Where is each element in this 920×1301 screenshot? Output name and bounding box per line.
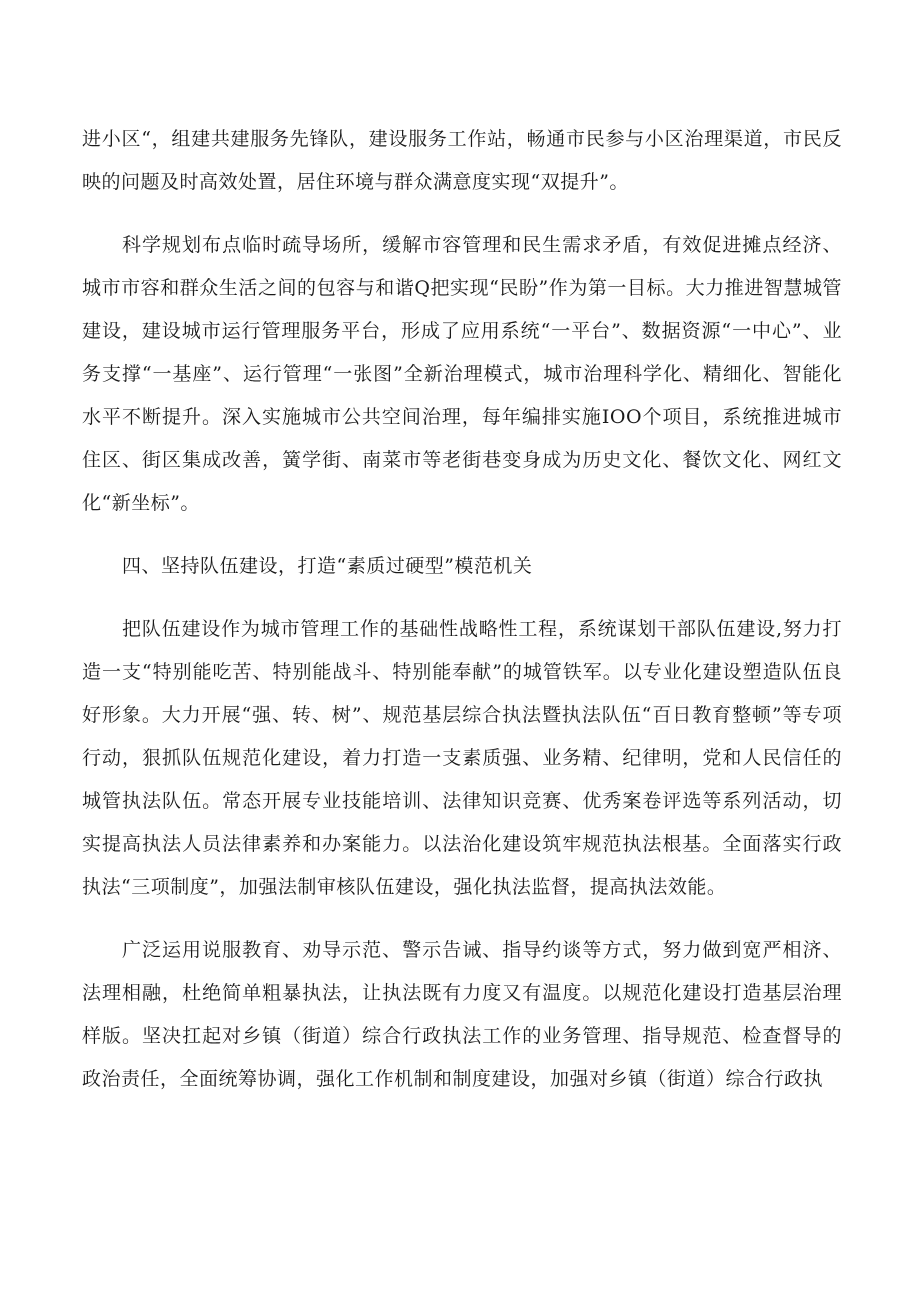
paragraph-enforcement-methods: 广泛运用说服教育、劝导示范、警示告诫、指导约谈等方式，努力做到宽严相济、法理相融，杜绝简单粗暴执法，让执法既有力度又有温度。以规范化建设打造基层治理样版。坚决扛起对乡镇（街道）综合行政执法工作的业务管理、指导规范、检查督导的政治责任，全面统筹协调，强化工作机制和制度建设，加强对乡镇（街道）综合行政执 [82,939,842,1090]
paragraph-team-building: 把队伍建设作为城市管理工作的基础性战略性工程，系统谋划干部队伍建设,努力打造一支“特别能吃苦、特别能战斗、特别能奉献”的城管铁军。以专业化建设塑造队伍良好形象。大力开展“强、转、树”、规范基层综合执法暨执法队伍“百日教育整顿”等专项行动，狠抓队伍规范化建设，着力打造一支素质强、业务精、纪律明，党和人民信任的城管执法队伍。常态开展专业技能培训、法律知识竞赛、优秀案卷评选等系列活动，切实提高执法人员法律素养和办案能力。以法治化建设筑牢规范执法根基。全面落实行政执法“三项制度”，加强法制审核队伍建设，强化执法监督，提高执法效能。 [82,618,842,898]
document-body [82,118,842,1121]
section-heading-team-building: 四、坚持队伍建设，打造“素质过硬型”模范机关 [122,555,533,577]
paragraph-continuation: 进小区“，组建共建服务先锋队，建设服务工作站，畅通市民参与小区治理渠道，市民反映的问题及时高效处置，居住环境与群众满意度实现“双提升”。 [82,128,842,193]
paragraph-smart-city: 科学规划布点临时疏导场所，缓解市容管理和民生需求矛盾，有效促进摊点经济、城市市容和群众生活之间的包容与和谐Q把实现“民盼”作为第一目标。大力推进智慧城管建设，建设城市运行管理服务平台，形成了应用系统“一平台”、数据资源“一中心”、业务支撑“一基座”、运行管理“一张图”全新治理模式，城市治理科学化、精细化、智能化水平不断提升。深入实施城市公共空间治理，每年编排实施IOO个项目，系统推进城市住区、街区集成改善，簧学街、南菜市等老街巷变身成为历史文化、餐饮文化、网红文化“新坐标”。 [82,234,842,514]
